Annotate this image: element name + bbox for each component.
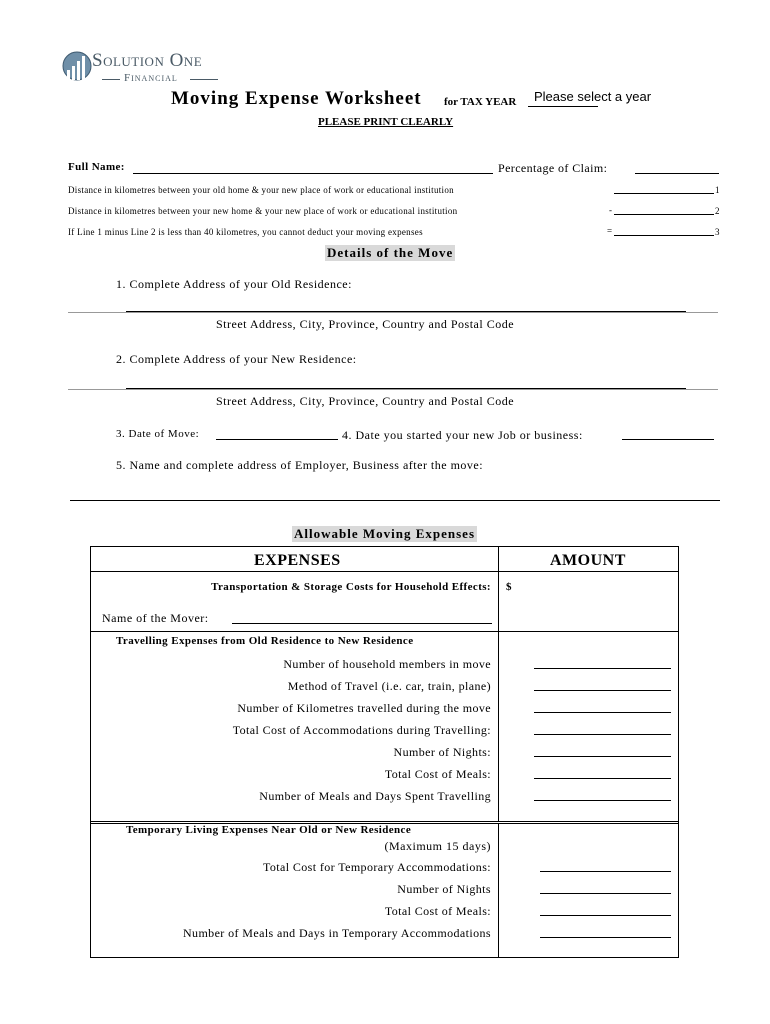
line2-label: Distance in kilometres between your new home & your new place of work or educational institution [68, 206, 458, 216]
temp-row-1: Total Cost for Temporary Accommodations: [262, 860, 491, 874]
date-of-move-field[interactable] [216, 439, 338, 440]
line2-field[interactable] [614, 214, 714, 215]
travel-row-6: Total Cost of Meals: [384, 767, 491, 781]
tax-year-label: for TAX YEAR [444, 96, 517, 108]
line1-field[interactable] [614, 193, 714, 194]
old-residence-label: 1. Complete Address of your Old Residence: [116, 277, 352, 291]
travel-row-4: Total Cost of Accommodations during Travelling: [232, 723, 491, 737]
old-address-caption: Street Address, City, Province, Country and Postal Code [216, 317, 515, 331]
logo-name-line1: Solution One [92, 50, 203, 71]
line1-label: Distance in kilometres between your old home & your new place of work or educational institution [68, 185, 454, 195]
travel-field-3[interactable] [534, 712, 671, 713]
employer-field[interactable] [70, 500, 720, 501]
col-amount-header: AMOUNT [550, 552, 626, 569]
travel-field-7[interactable] [534, 800, 671, 801]
temp-field-2[interactable] [540, 893, 671, 894]
temporary-heading: Temporary Living Expenses Near Old or New Residence [126, 824, 412, 836]
temp-field-3[interactable] [540, 915, 671, 916]
travel-field-5[interactable] [534, 756, 671, 757]
new-address-caption: Street Address, City, Province, Country and Postal Code [216, 394, 515, 408]
employer-label: 5. Name and complete address of Employer, Business after the move: [116, 458, 484, 472]
travel-row-1: Number of household members in move [283, 657, 491, 671]
line2-number: 2 [715, 206, 720, 216]
travel-field-2[interactable] [534, 690, 671, 691]
travel-row-5: Number of Nights: [393, 745, 491, 759]
line3-number: 3 [715, 227, 720, 237]
col-expenses-header: EXPENSES [254, 552, 341, 569]
transport-label: Transportation & Storage Costs for Household Effects: [211, 581, 491, 593]
travel-field-4[interactable] [534, 734, 671, 735]
mover-field[interactable] [232, 623, 492, 624]
percentage-field[interactable] [635, 173, 719, 174]
globe-icon [62, 48, 92, 88]
line3-label: If Line 1 minus Line 2 is less than 40 kilometres, you cannot deduct your moving expenses [68, 227, 423, 237]
logo-rule-right [190, 79, 218, 80]
tax-year-underline [528, 106, 598, 107]
percentage-label: Percentage of Claim: [498, 161, 608, 175]
table-row-rule-2 [91, 821, 678, 822]
line2-prefix: - [609, 205, 613, 215]
logo-rule-left [102, 79, 120, 80]
full-name-field[interactable] [133, 173, 493, 174]
temp-row-4: Number of Meals and Days in Temporary Accommodations [182, 926, 491, 940]
travel-field-6[interactable] [534, 778, 671, 779]
travel-row-2: Method of Travel (i.e. car, train, plane) [287, 679, 491, 693]
line1-number: 1 [715, 185, 720, 195]
date-of-move-label: 3. Date of Move: [116, 428, 200, 440]
table-col-divider-1 [498, 547, 499, 821]
expenses-table [90, 546, 679, 958]
travel-row-3: Number of Kilometres travelled during the move [237, 701, 491, 715]
travel-field-1[interactable] [534, 668, 671, 669]
details-heading: Details of the Move [327, 245, 454, 260]
full-name-label: Full Name: [68, 161, 125, 173]
line3-field[interactable] [614, 235, 714, 236]
temp-field-4[interactable] [540, 937, 671, 938]
tax-year-select[interactable]: Please select a year [534, 89, 652, 104]
line3-prefix: = [607, 226, 613, 236]
table-header-rule [91, 571, 678, 572]
old-residence-guide [68, 312, 718, 313]
new-residence-guide [68, 389, 718, 390]
transport-dollar: $ [506, 581, 512, 593]
expenses-heading: Allowable Moving Expenses [294, 526, 476, 541]
travel-row-7: Number of Meals and Days Spent Travelling [259, 789, 491, 803]
print-notice: PLEASE PRINT CLEARLY [318, 116, 454, 128]
travelling-heading: Travelling Expenses from Old Residence to New Residence [116, 635, 414, 647]
new-residence-field[interactable] [126, 388, 686, 389]
date-started-label: 4. Date you started your new Job or business: [342, 428, 583, 442]
temp-row-3: Total Cost of Meals: [384, 904, 491, 918]
old-residence-field[interactable] [126, 311, 686, 312]
logo-name-line2: Financial [124, 72, 178, 84]
temp-field-1[interactable] [540, 871, 671, 872]
company-logo [62, 46, 232, 92]
page-title: Moving Expense Worksheet [171, 88, 422, 109]
mover-label: Name of the Mover: [102, 611, 209, 625]
table-row-rule-1 [91, 631, 678, 632]
table-col-divider-2 [498, 823, 499, 957]
date-started-field[interactable] [622, 439, 714, 440]
new-residence-label: 2. Complete Address of your New Residence: [116, 352, 357, 366]
temp-row-2: Number of Nights [397, 882, 491, 896]
temporary-note: (Maximum 15 days) [384, 839, 491, 853]
